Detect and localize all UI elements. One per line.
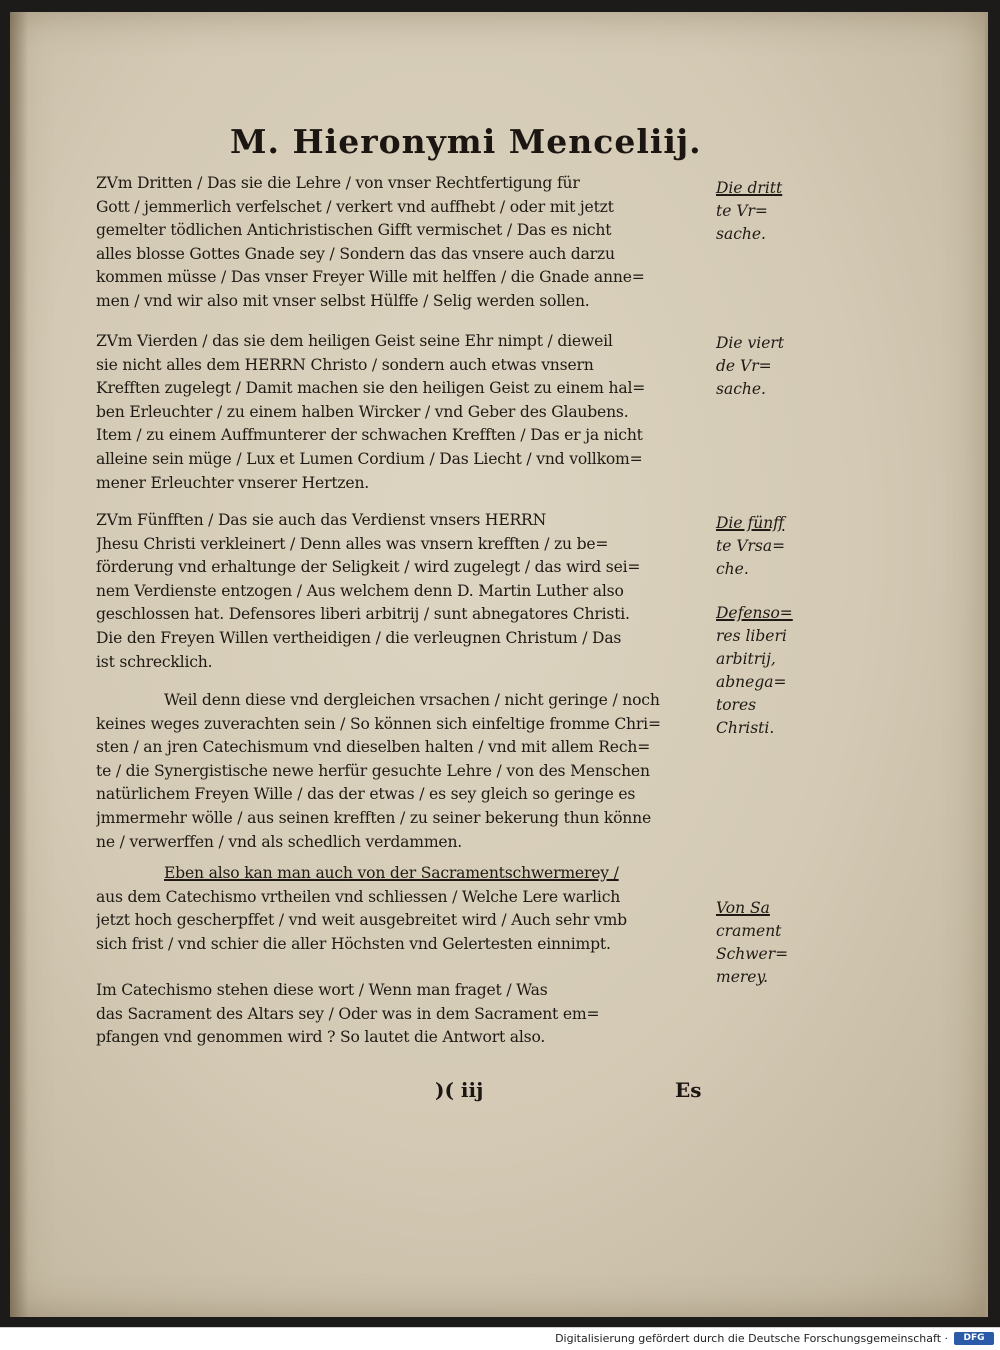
text-line: ZVm Dritten / Das sie die Lehre / von vnser Rechtfertigung für [96,174,580,192]
text-line: das Sacrament des Altars sey / Oder was in dem Sacrament em= [96,1004,600,1023]
dfg-logo-icon: DFG [954,1332,994,1345]
paragraph-5 [96,862,708,956]
book-page [10,12,988,1317]
running-head: M. Hieronymi Menceliĳ. [230,122,702,161]
text-line: förderung vnd erhaltunge der Seligkeit / wird zugelegt / das wird sei= [96,558,641,577]
text-line: nem Verdienste entzogen / Aus welchem denn D. Martin Luther also [96,581,624,600]
text-line: te / die Synergistische newe herfür gesuchte Lehre / von des Menschen [96,761,650,780]
text-line: sten / an jren Catechismum vnd dieselben halten / vnd mit allem Rech= [96,738,651,757]
text-line: Eben also kan man auch von der Sacramentschwermerey / [164,864,619,882]
text-line: natürlichem Freyen Wille / das der etwas / es sey gleich so geringe es [96,785,636,804]
text-line: men / vnd wir also mit vnser selbst Hülffe / Selig werden sollen. [96,291,590,310]
text-line: Die den Freyen Willen vertheidigen / die verleugnen Christum / Das [96,628,622,647]
marginal-note-4 [716,602,812,740]
marginal-note-2 [716,332,812,401]
text-line: alles blosse Gottes Gnade sey / Sondern das das vnsere auch darzu [96,244,615,263]
text-line: Weil denn diese vnd dergleichen vrsachen / nicht geringe / noch [164,691,660,709]
margin-line: sache. [716,380,766,398]
text-line: ist schrecklich. [96,652,213,671]
text-line: pfangen vnd genommen wird ? So lautet die Antwort also. [96,1028,546,1047]
text-line: Im Catechismo stehen diese wort / Wenn man fraget / Was [96,981,548,999]
signature-mark: )( iij [435,1078,484,1102]
text-line: ZVm Fünfften / Das sie auch das Verdienst vnsers HERRN [96,511,547,529]
margin-line: merey. [716,968,769,986]
paragraph-1 [96,172,708,314]
margin-line: Die fünff [716,514,785,532]
margin-line: Die viert [716,334,785,352]
margin-line: Von Sa [716,899,770,917]
margin-line: tores [716,696,757,714]
margin-line: Schwer= [716,945,789,963]
text-line: jetzt hoch gescherpffet / vnd weit ausgebreitet wird / Auch sehr vmb [96,911,627,930]
text-line: sich frist / vnd schier die aller Höchsten vnd Gelertesten einnimpt. [96,934,611,953]
margin-line: de Vr= [716,357,772,375]
text-line: gemelter tödlichen Antichristischen Gifft vermischet / Das es nicht [96,221,612,240]
text-line: Gott / jemmerlich verfelschet / verkert vnd auffhebt / oder mit jetzt [96,197,614,216]
text-line: Jhesu Christi verkleinert / Denn alles was vnsern krefften / zu be= [96,534,609,553]
text-line: Krefften zugelegt / Damit machen sie den heiligen Geist zu einem hal= [96,379,646,398]
catchword: Es [675,1078,702,1102]
footer-bar [0,1327,1000,1350]
paragraph-6 [96,979,708,1050]
margin-line: Christi. [716,719,775,737]
paragraph-4 [96,689,708,854]
paragraph-3 [96,509,708,674]
margin-line: te Vr= [716,202,768,220]
margin-line: che. [716,560,749,578]
margin-line: crament [716,922,782,940]
margin-line: res liberi [716,627,787,645]
text-line: keines weges zuverachten sein / So können sich einfeltige fromme Chri= [96,714,661,733]
margin-line: arbitrij, [716,650,776,668]
marginal-note-3 [716,512,812,581]
text-line: geschlossen hat. Defensores liberi arbitrij / sunt abnegatores Christi. [96,605,630,624]
text-line: ZVm Vierden / das sie dem heiligen Geist seine Ehr nimpt / dieweil [96,332,613,350]
text-line: ben Erleuchter / zu einem halben Wircker / vnd Geber des Glaubens. [96,402,629,421]
margin-line: te Vrsa= [716,537,786,555]
text-line: sie nicht alles dem HERRN Christo / sondern auch etwas vnsern [96,355,594,374]
marginal-note-5 [716,897,812,989]
margin-line: sache. [716,225,766,243]
paragraph-2 [96,330,708,495]
margin-line: abnega= [716,673,787,691]
text-line: kommen müsse / Das vnser Freyer Wille mit helffen / die Gnade anne= [96,268,645,287]
text-line: alleine sein müge / Lux et Lumen Cordium / Das Liecht / vnd vollkom= [96,449,643,468]
margin-line: Defenso= [716,604,793,622]
funding-credit: Digitalisierung gefördert durch die Deutsche Forschungsgemeinschaft · [555,1332,948,1345]
text-line: mener Erleuchter vnserer Hertzen. [96,473,370,492]
text-line: jmmermehr wölle / aus seinen krefften / zu seiner bekerung thun könne [96,808,652,827]
text-line: Item / zu einem Auffmunterer der schwachen Krefften / Das er ja nicht [96,426,643,445]
text-line: aus dem Catechismo vrtheilen vnd schliessen / Welche Lere warlich [96,887,621,906]
text-line: ne / verwerffen / vnd als schedlich verdammen. [96,832,463,851]
margin-line: Die dritt [716,179,783,197]
marginal-note-1 [716,177,812,246]
